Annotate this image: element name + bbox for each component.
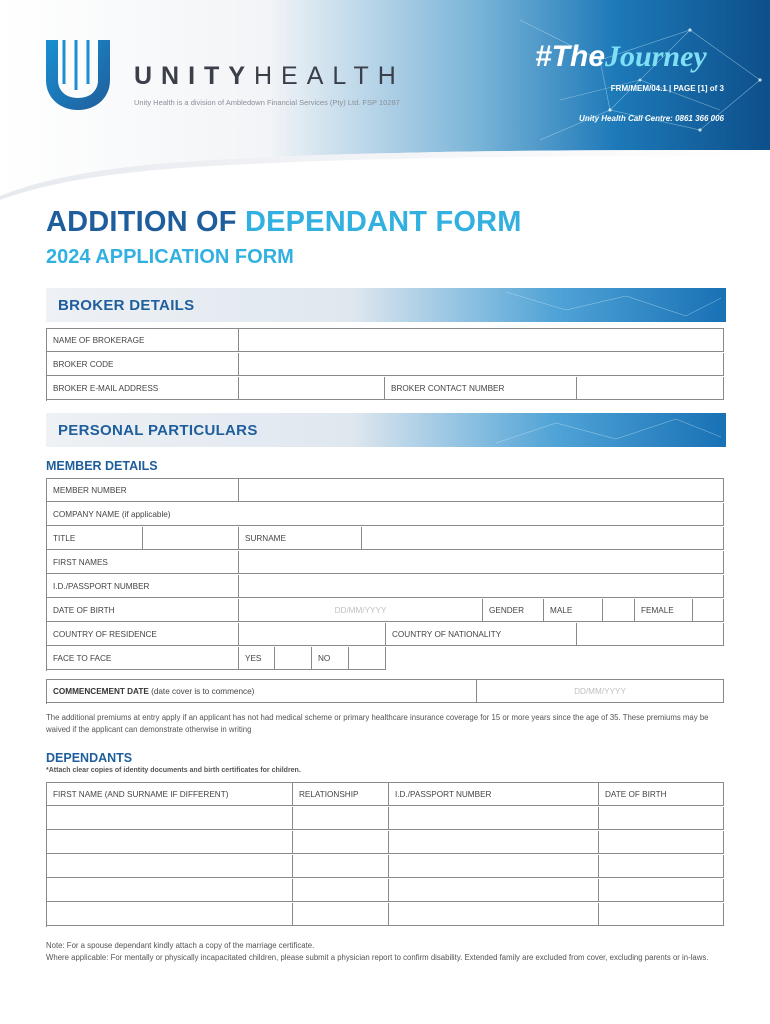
- premium-note: The additional premiums at entry apply if an applicant has not had medical scheme or primary healthcare insurance coverage for 15 or more years since the age of 35. These premiums may be waived if the applicant can demonstrate otherwise in writing: [46, 713, 709, 734]
- first-names-label: FIRST NAMES: [47, 551, 239, 574]
- name-of-brokerage-label: NAME OF BROKERAGE: [47, 329, 239, 352]
- disability-note: Where applicable: For mentally or physically incapacitated children, please submit a physician report to confirm disability. Extended family are excluded from cover, excluding parents or in-laws.: [46, 953, 709, 962]
- column-header: I.D./PASSPORT NUMBER: [389, 783, 599, 806]
- broker-code-field[interactable]: [239, 353, 724, 376]
- brand-name: UNITYHEALTH: [134, 62, 405, 90]
- dob-field[interactable]: DD/MM/YYYY: [239, 599, 483, 622]
- dependant-dob-field[interactable]: [599, 879, 724, 902]
- title-label: TITLE: [47, 527, 143, 550]
- dependants-table: [46, 782, 724, 927]
- broker-contact-label: BROKER CONTACT NUMBER: [385, 377, 577, 400]
- yes-checkbox[interactable]: [275, 647, 312, 670]
- yes-label: YES: [239, 647, 275, 670]
- broker-table: [46, 328, 724, 401]
- dependant-id-field[interactable]: [389, 807, 599, 830]
- company-name-label[interactable]: COMPANY NAME (if applicable): [47, 503, 724, 526]
- personal-section-heading: PERSONAL PARTICULARS: [58, 422, 258, 439]
- member-details-heading: MEMBER DETAILS: [46, 459, 158, 473]
- table-row: [47, 903, 724, 927]
- commencement-date-field[interactable]: DD/MM/YYYY: [477, 680, 724, 703]
- id-passport-field[interactable]: [239, 575, 724, 598]
- dob-label: DATE OF BIRTH: [47, 599, 239, 622]
- hashtag-logo: #TheJourney: [535, 40, 707, 73]
- broker-code-label: BROKER CODE: [47, 353, 239, 376]
- broker-contact-field[interactable]: [577, 377, 724, 400]
- title-field[interactable]: [143, 527, 239, 550]
- dependant-dob-field[interactable]: [599, 807, 724, 830]
- dependant-name-field[interactable]: [47, 831, 293, 854]
- broker-email-field[interactable]: [239, 377, 385, 400]
- no-label: NO: [312, 647, 349, 670]
- table-row: [47, 831, 724, 855]
- dependant-name-field[interactable]: [47, 807, 293, 830]
- dependants-heading: DEPENDANTS: [46, 751, 133, 765]
- call-centre: Unity Health Call Centre: 0861 366 006: [579, 114, 724, 123]
- gender-label: GENDER: [483, 599, 544, 622]
- surname-label: SURNAME: [239, 527, 362, 550]
- member-table: [46, 478, 724, 671]
- dependant-relationship-field[interactable]: [293, 807, 389, 830]
- dependant-dob-field[interactable]: [599, 831, 724, 854]
- member-number-field[interactable]: [239, 479, 724, 502]
- spouse-note: Note: For a spouse dependant kindly attach a copy of the marriage certificate.: [46, 941, 315, 950]
- unity-logo-icon: [44, 36, 112, 112]
- column-header: RELATIONSHIP: [293, 783, 389, 806]
- dependant-id-field[interactable]: [389, 855, 599, 878]
- dependant-relationship-field[interactable]: [293, 831, 389, 854]
- female-checkbox[interactable]: [693, 599, 724, 622]
- dependant-dob-field[interactable]: [599, 903, 724, 926]
- first-names-field[interactable]: [239, 551, 724, 574]
- dependant-name-field[interactable]: [47, 879, 293, 902]
- male-label: MALE: [544, 599, 603, 622]
- broker-email-label: BROKER E-MAIL ADDRESS: [47, 377, 239, 400]
- dependant-id-field[interactable]: [389, 831, 599, 854]
- dependant-dob-field[interactable]: [599, 855, 724, 878]
- surname-field[interactable]: [362, 527, 724, 550]
- commencement-table: [46, 679, 724, 704]
- country-residence-label: COUNTRY OF RESIDENCE: [47, 623, 239, 646]
- face-to-face-label: FACE TO FACE: [47, 647, 239, 670]
- dependant-id-field[interactable]: [389, 879, 599, 902]
- female-label: FEMALE: [635, 599, 693, 622]
- country-nationality-field[interactable]: [577, 623, 724, 646]
- page-subtitle: 2024 APPLICATION FORM: [46, 246, 294, 268]
- no-checkbox[interactable]: [349, 647, 386, 670]
- male-checkbox[interactable]: [603, 599, 635, 622]
- dependant-relationship-field[interactable]: [293, 879, 389, 902]
- name-of-brokerage-field[interactable]: [239, 329, 724, 352]
- commencement-date-label: COMMENCEMENT DATE (date cover is to commence): [47, 680, 477, 703]
- table-row: [47, 855, 724, 879]
- brand-subtitle: Unity Health is a division of Ambledown Financial Services (Pty) Ltd. FSP 10287: [134, 98, 400, 107]
- table-header-row: [47, 783, 724, 807]
- id-passport-label: I.D./PASSPORT NUMBER: [47, 575, 239, 598]
- broker-section-heading: BROKER DETAILS: [58, 297, 195, 314]
- page-title: ADDITION OF DEPENDANT FORM: [46, 206, 522, 238]
- dependant-relationship-field[interactable]: [293, 903, 389, 926]
- column-header: DATE OF BIRTH: [599, 783, 724, 806]
- table-row: [47, 879, 724, 903]
- form-reference: FRM/MEM/04.1 | PAGE [1] of 3: [610, 84, 724, 93]
- country-residence-field[interactable]: [239, 623, 386, 646]
- dependant-id-field[interactable]: [389, 903, 599, 926]
- country-nationality-label: COUNTRY OF NATIONALITY: [386, 623, 577, 646]
- column-header: FIRST NAME (AND SURNAME IF DIFFERENT): [47, 783, 293, 806]
- dependants-note: *Attach clear copies of identity documents and birth certificates for children.: [46, 767, 301, 774]
- table-row: [47, 807, 724, 831]
- dependant-relationship-field[interactable]: [293, 855, 389, 878]
- dependant-name-field[interactable]: [47, 903, 293, 926]
- dependant-name-field[interactable]: [47, 855, 293, 878]
- member-number-label: MEMBER NUMBER: [47, 479, 239, 502]
